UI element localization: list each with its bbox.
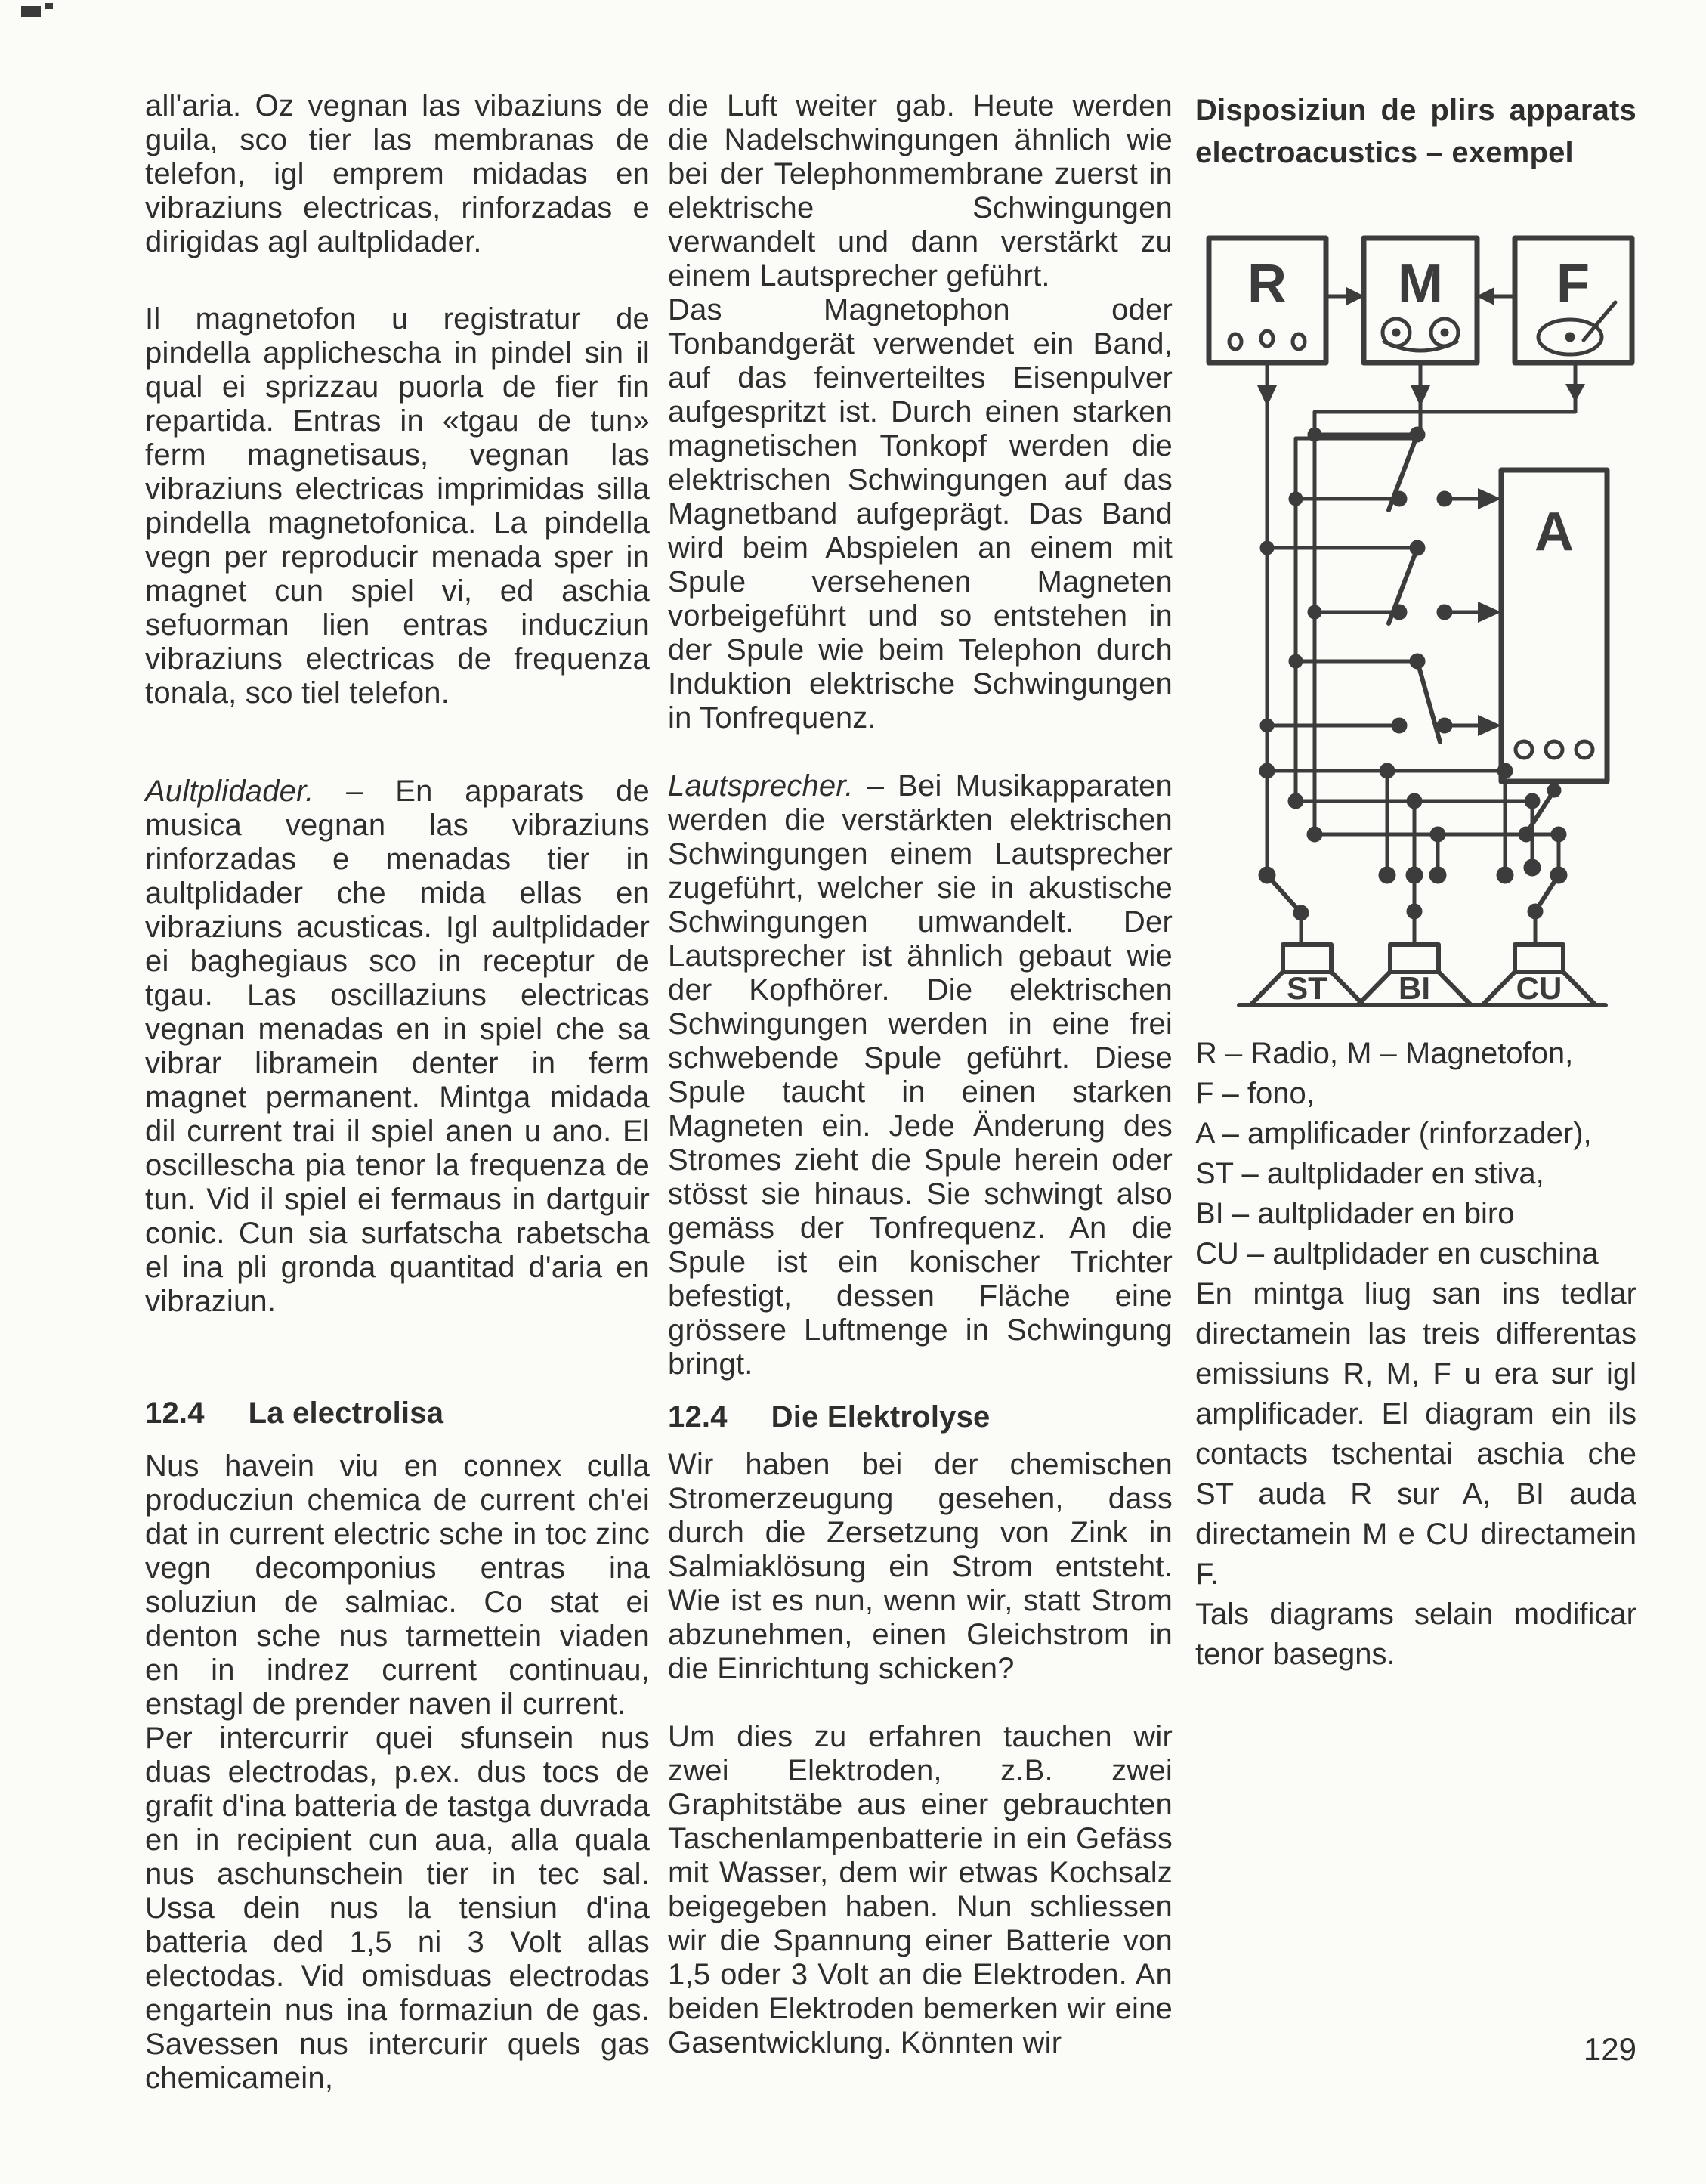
wiring-diagram <box>1194 212 1692 1016</box>
scan-artifact <box>21 6 41 17</box>
legend-line: BI – aultplidader en biro <box>1195 1197 1515 1230</box>
fono-label: F <box>1556 254 1590 314</box>
speaker-bi <box>1358 945 1471 1006</box>
section-title: La electrolisa <box>248 1397 444 1430</box>
section-heading <box>668 1400 1173 1434</box>
bi-speaker-feed <box>1408 801 1421 945</box>
column-german <box>668 89 1173 2060</box>
cu-speaker-switch <box>1529 834 1565 945</box>
arrow-down-f <box>1565 384 1585 402</box>
st-speaker-switch <box>1260 868 1307 945</box>
magnetofon-label: M <box>1398 254 1443 314</box>
radio-knobs-icon <box>1229 331 1305 349</box>
speaker-st-label: ST <box>1287 970 1327 1006</box>
legend-line: A – amplificader (rinforzader), <box>1195 1117 1592 1150</box>
paragraph: Wir haben bei der chemischen Stromerzeugung gesehen, dass durch die Zersetzung von Zink in Salmiaklösung ein Strom entsteht. Wie ist es nun, wenn wir, statt Strom abzunehmen, einen Gleichstrom in die Einrichtung schicken? <box>668 1448 1173 1685</box>
figure-caption: Disposiziun de plirs apparats electroacustics – exempel <box>1195 94 1636 169</box>
paragraph-text: – En apparats de musica vegnan las vibraziuns rinforzadas e menadas tier in aultplidader che mida ellas en vibraziuns acusticas. Igl aultplidader ei baghegiaus sco in receptur de tgau. Las oscillaziuns electricas vegnan menadas en in spiel che sa vibrar libramein denter in ferm magnet permanent. Mintga midada dil current trai il spiel anen u ano. El oscillescha pia tenor la frequenza de tun. Vid il spiel ei fermaus in dartguir conic. Cun sia surfatscha rabetscha el ina pli gronda quantitad d'aria en vibraziun. <box>145 775 650 1318</box>
page-number: 129 <box>1583 2031 1636 2067</box>
radio-label: R <box>1247 254 1287 314</box>
legend-line: R – Radio, M – Magnetofon, <box>1195 1037 1574 1070</box>
paragraph-lead: Aultplidader. <box>145 775 314 808</box>
column-romansh <box>145 89 650 2096</box>
legend-line: ST – aultplidader en stiva, <box>1195 1157 1544 1190</box>
tape-reels-icon <box>1383 319 1458 351</box>
selector-switch-3 <box>1262 655 1501 742</box>
legend-note: En mintga liug san ins tedlar directamein las treis differentas emissiuns R, M, F u era sur igl amplificader. El diagram ein ils contacts tschentai aschia che ST auda R sur A, BI auda directamein M e CU directamein F. <box>1195 1277 1636 1591</box>
legend-line: F – fono, <box>1195 1077 1315 1110</box>
selector-switch-1 <box>1290 428 1501 510</box>
arrow-down-r <box>1257 385 1277 407</box>
arrow-down-m <box>1411 385 1430 407</box>
paragraph: Per intercurrir quei sfunsein nus duas electrodas, p.ex. dus tocs de grafit d'ina batteria de tastga duvrada en in recipient cun aua, alla quala nus aschunschein tier in tec sal. Ussa dein nus la tensiun d'ina batteria ded 1,5 ni 3 Volt allas electodas. Vid omisduas electrodas engartein nus ina formaziun de gas. Savessen nus intercurir quels gas chemicamein, <box>145 1722 650 2095</box>
paragraph: all'aria. Oz vegnan las vibaziuns de guila, sco tier las membranas de telefon, igl emprem midadas en vibraziuns electricas, rinforzadas e dirigidas agl aultplidader. <box>145 89 650 258</box>
section-number: 12.4 <box>145 1397 205 1430</box>
section-number: 12.4 <box>668 1400 728 1434</box>
paragraph: Il magnetofon u registratur de pindella applichescha in pindel sin il qual ei sprizzau puorla de fier fin repartida. Entras in «tgau de tun» ferm magnetisaus, vegnan las vibraziuns electricas imprimidas silla pindella magnetofonica. La pindella vegn per reproducir menada sper in magnet cun spiel vi, ed aschia sefuorman lien entras inducziun vibraziuns electricas de frequenza tonala, sco tiel telefon. <box>145 302 650 710</box>
legend-line: CU – aultplidader en cuschina <box>1195 1237 1599 1270</box>
column-figure <box>1195 89 1636 174</box>
paragraph <box>668 769 1173 1381</box>
paragraph-lead: Lautsprecher. <box>668 769 854 803</box>
paragraph: Das Magnetophon oder Tonbandgerät verwendet ein Band, auf das feinverteiltes Eisenpulver aufgespritzt ist. Durch einen starken magnetischen Tonkopf werden die elektrischen Schwingungen auf das Magnetband aufgeprägt. Das Band wird beim Abspielen an einem mit Spule versehenen Magneten vorbeigeführt und so entstehen in der Spule wie beim Telephon durch Induktion elektrische Schwingungen in Tonfrequenz. <box>668 293 1173 735</box>
scan-artifact <box>45 3 53 9</box>
speaker-st <box>1250 945 1364 1006</box>
section-title: Die Elektrolyse <box>771 1400 991 1434</box>
paragraph: Nus havein viu en connex culla producziun chemica de current ch'ei dat in current electric sche in toc zinc vegn decomponius entras ina soluziun de salmiac. Co stat ei denton sche nus tarmettein viaden en in indrez current continuau, enstagl de prender naven il current. <box>145 1449 650 1721</box>
amplifier-label: A <box>1534 502 1574 562</box>
figure-legend <box>1195 1034 1636 1675</box>
speaker-bi-label: BI <box>1398 970 1430 1006</box>
paragraph: Um dies zu erfahren tauchen wir zwei Elektroden, z.B. zwei Graphitstäbe aus einer gebrauchten Taschenlampenbatterie in ein Gefäss mit Wasser, dem wir etwas Kochsalz beigegeben haben. Nun schliessen wir die Spannung einer Batterie von 1,5 oder 3 Volt an die Elektroden. An beiden Elektroden bemerken wir eine Gasentwicklung. Könnten wir <box>668 1720 1173 2059</box>
speaker-cu <box>1482 945 1596 1006</box>
speaker-cu-label: CU <box>1516 970 1562 1006</box>
selector-switch-2 <box>1262 542 1501 623</box>
paragraph-text: – Bei Musikapparaten werden die verstärkten elektrischen Schwingungen einem Lautsprecher zugeführt, welcher sie in akustische Schwingungen umwandelt. Der Lautsprecher ist ähnlich gebaut wie der Kopfhörer. Die elektrischen Schwingungen werden in eine frei schwebende Spule geführt. Diese Spule taucht in einen starken Magneten ein. Jede Änderung des Stromes zieht die Spule herein oder stösst sie hinaus. Sie schwingt also gemäss der Tonfrequenz. An die Spule ist ein konischer Trichter befestigt, dessen Fläche eine grössere Luftmenge in Schwingung bringt. <box>668 769 1173 1381</box>
legend-note: Tals diagrams selain modificar tenor basegns. <box>1195 1598 1636 1671</box>
paragraph: die Luft weiter gab. Heute werden die Nadelschwingungen ähnlich wie bei der Telephonmembrane zuerst in elektrische Schwingungen verwandelt und dann verstärkt zu einem Lautsprecher geführt. <box>668 89 1173 292</box>
paragraph <box>145 775 650 1319</box>
section-heading <box>145 1397 650 1431</box>
amplifier-outputs-icon <box>1516 741 1593 758</box>
